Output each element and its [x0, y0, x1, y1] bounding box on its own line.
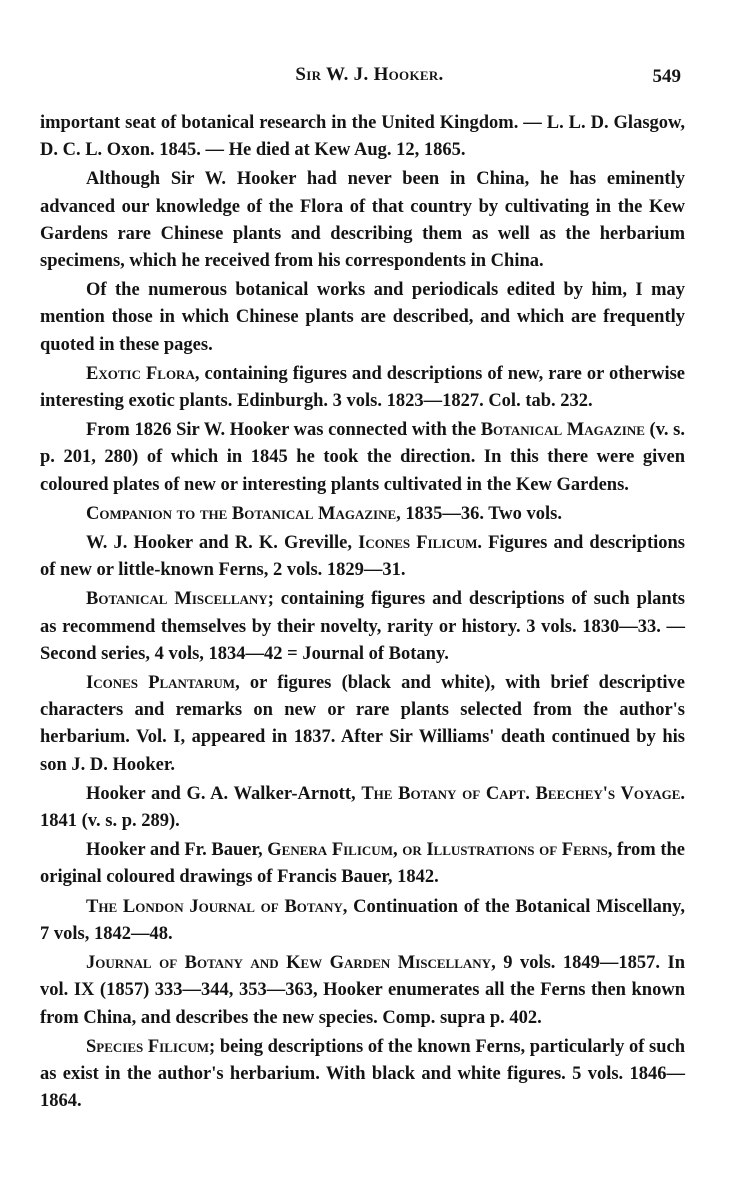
- page-header: [0, 62, 739, 92]
- work-title: Icones Plantarum,: [86, 673, 240, 694]
- paragraph: [40, 110, 685, 164]
- work-title: Botanical Magazine: [480, 420, 645, 441]
- work-title: Species Filicum;: [86, 1036, 216, 1057]
- paragraph-text: being descriptions of the known Ferns, particularly of such as exist in the author's herbarium. With black and white figures. 5 vols. 1846—1864.: [40, 1036, 686, 1112]
- work-title: The Botany of Capt. Beechey's Voyage.: [361, 783, 685, 804]
- paragraph-text: from the original coloured drawings of Francis Bauer, 1842.: [40, 840, 685, 888]
- page-number: 549: [652, 66, 681, 87]
- paragraph: [40, 166, 685, 275]
- running-head: Sir W. J. Hooker.: [295, 64, 444, 85]
- paragraph: [40, 894, 685, 948]
- paragraph-text: 1841 (v. s. p. 289).: [40, 811, 180, 832]
- paragraph: [40, 837, 685, 891]
- paragraph-text: Of the numerous botanical works and periodicals edited by him, I may mention those in which Chinese plants are described, and which are frequently quoted in these pages.: [40, 280, 685, 355]
- paragraph: [40, 1034, 685, 1116]
- paragraph-text: 1835—36. Two vols.: [400, 503, 562, 524]
- work-title: The London Journal of Botany,: [86, 896, 348, 917]
- paragraph: [40, 277, 685, 359]
- work-title: Genera Filicum, or Illustrations of Ferns,: [267, 840, 613, 861]
- paragraph: [40, 417, 685, 499]
- paragraph-text: From 1826 Sir W. Hooker was connected with the: [86, 420, 481, 441]
- paragraph-text: Hooker and G. A. Walker-Arnott,: [86, 783, 362, 804]
- paragraph-text: Continuation of the Botanical Miscellany, 7 vols, 1842—48.: [40, 896, 686, 944]
- paragraph-text: Hooker and Fr. Bauer,: [86, 840, 268, 861]
- paragraph: [40, 781, 685, 835]
- work-title: Companion to the Botanical Magazine,: [86, 503, 401, 524]
- paragraph: [40, 586, 685, 668]
- work-title: Icones Filicum.: [358, 533, 482, 554]
- paragraph: [40, 670, 685, 779]
- paragraph: [40, 530, 685, 584]
- page-body: [40, 110, 685, 1117]
- paragraph-text: containing figures and descriptions of such plants as recommend themselves by their novelty, rarity or history. 3 vols. 1830—33. — Second series, 4 vols, 1834—42 = Journal of Botany.: [40, 589, 685, 664]
- paragraph-text: 9 vols. 1849—1857. In vol. IX (1857) 333—344, 353—363, Hooker enumerates all the Ferns then known from China, and describes the new species. Comp. supra p. 402.: [40, 953, 685, 1028]
- paragraph: [40, 501, 685, 528]
- work-title: Journal of Botany and Kew Garden Miscellany,: [86, 953, 496, 974]
- paragraph-text: important seat of botanical research in the United Kingdom. — L. L. D. Glasgow, D. C. L. Oxon. 1845. — He died at Kew Aug. 12, 1865.: [40, 113, 685, 161]
- paragraph-text: Although Sir W. Hooker had never been in China, he has eminently advanced our knowledge of the Flora of that country by cultivating in the Kew Gardens rare Chinese plants and describing them as well as the herbarium specimens, which he received from his correspondents in China.: [40, 169, 685, 272]
- paragraph-text: containing figures and descriptions of new, rare or otherwise interesting exotic plants. Edinburgh. 3 vols. 1823—1827. Col. tab. 232.: [40, 363, 685, 412]
- paragraph: [40, 950, 685, 1032]
- paragraph-text: W. J. Hooker and R. K. Greville,: [86, 533, 359, 554]
- paragraph-text: (v. s. p. 201, 280) of which in 1845 he took the direction. In this there were given coloured plates of new or interesting plants cultivated in the Kew Gardens.: [40, 420, 685, 495]
- paragraph-text: Figures and descriptions of new or little-known Ferns, 2 vols. 1829—31.: [40, 533, 686, 581]
- paragraph-text: or figures (black and white), with brief descriptive characters and remarks on new or rare plants selected from the author's herbarium. Vol. I, appeared in 1837. After Sir Williams' death continued by his son J. D. Hooker.: [40, 673, 685, 775]
- work-title: Exotic Flora,: [86, 363, 200, 384]
- paragraph: [40, 361, 685, 415]
- work-title: Botanical Miscellany;: [86, 589, 274, 610]
